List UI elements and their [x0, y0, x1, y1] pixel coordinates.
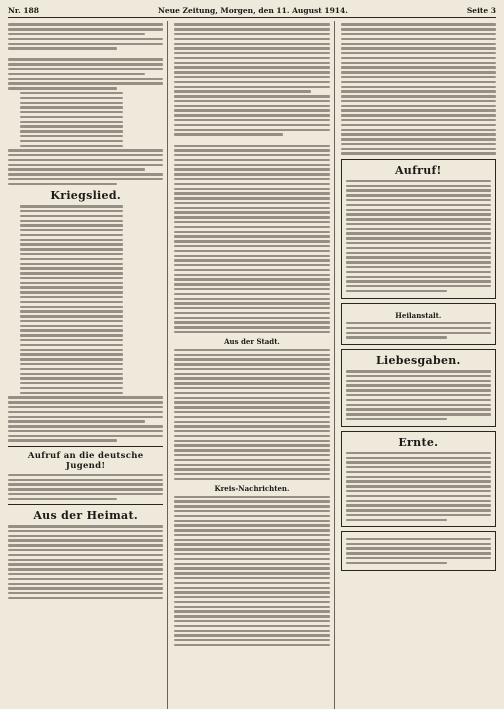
text-block: [8, 58, 163, 89]
column-2: [174, 21, 334, 709]
notice-box-bottom: [341, 531, 496, 570]
text-block: [174, 349, 329, 480]
page-number: Seite 3: [466, 6, 496, 15]
masthead-title: Neue Zeitung, Morgen, den 11. August 1914.: [158, 6, 348, 15]
masthead: [8, 6, 496, 18]
column-3: [341, 21, 496, 709]
heading-stadt: Aus der Stadt.: [224, 337, 280, 347]
poem-block: [8, 92, 163, 147]
text-block: [8, 474, 163, 500]
issue-number: Nr. 188: [8, 6, 39, 15]
heading-heilanstalt: Heilanstalt.: [395, 310, 442, 320]
text-block: [8, 396, 163, 441]
column-1: [8, 21, 168, 709]
notice-box-ernte: [341, 431, 496, 528]
text-block: [174, 145, 329, 334]
heading-kreis: Kreis-Nachrichten.: [214, 484, 290, 494]
poem-kriegslied: [8, 205, 163, 394]
text-block: [174, 496, 329, 647]
notice-box-heilanstalt: [341, 303, 496, 346]
text-block: [8, 23, 163, 49]
text-block: [8, 149, 163, 185]
text-block: [8, 525, 163, 599]
text-block: [174, 23, 329, 135]
columns: [8, 21, 496, 709]
notice-box-liebesgaben: [341, 349, 496, 427]
heading-aufruf-jugend: Aufruf an die deutsche Jugend!: [27, 450, 144, 471]
heading-aus-der-heimat: Aus der Heimat.: [33, 509, 138, 523]
heading-liebesgaben: Liebesgaben.: [375, 354, 461, 368]
heading-kriegslied: Kriegslied.: [50, 189, 121, 203]
heading-ernte: Ernte.: [398, 435, 439, 449]
text-block: [341, 23, 496, 154]
heading-aufruf: Aufruf!: [394, 163, 442, 177]
notice-box-aufruf: [341, 159, 496, 299]
